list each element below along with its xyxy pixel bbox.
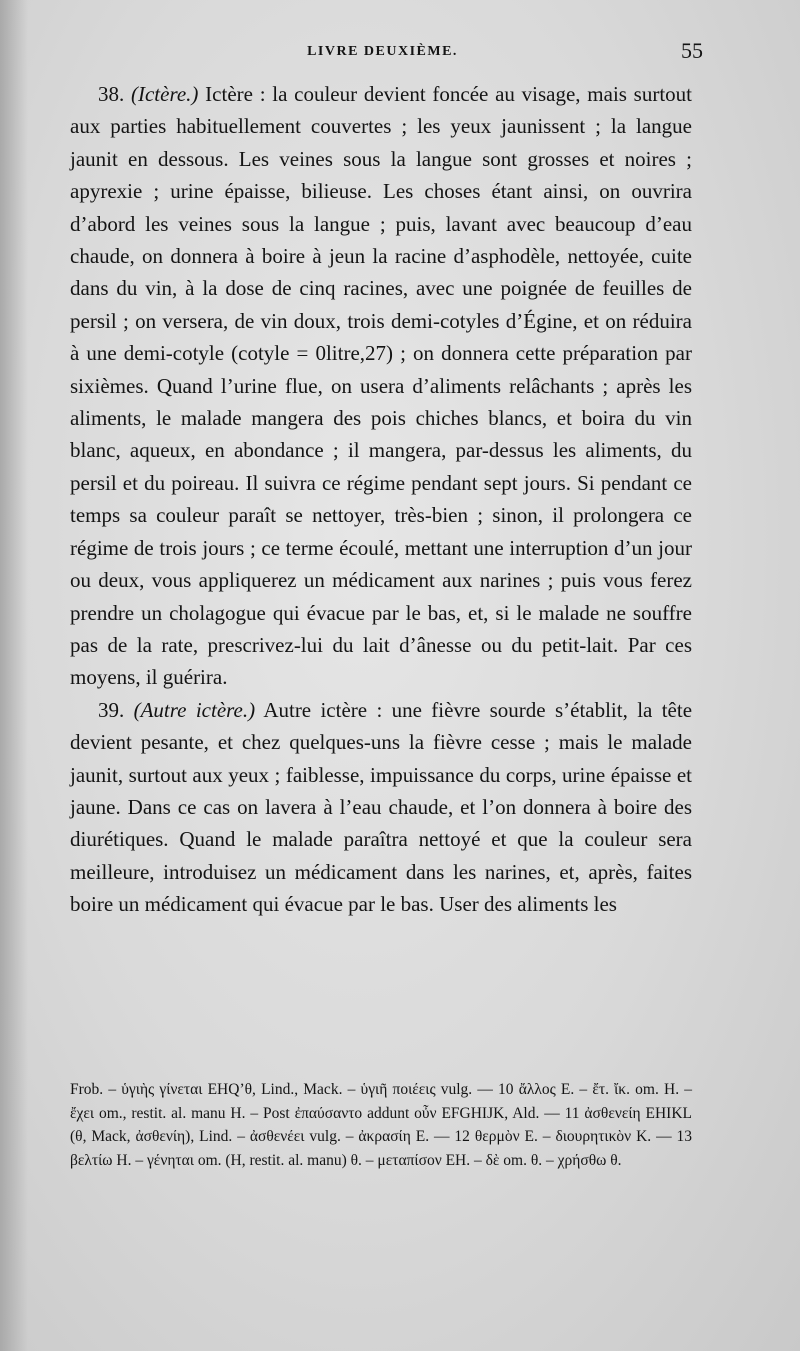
paragraph-38 <box>70 78 692 694</box>
page-header <box>70 38 703 72</box>
main-text <box>70 78 692 921</box>
paragraph-number: 38. <box>98 82 125 106</box>
paragraph-body: Ictère : la couleur devient foncée au visage, mais surtout aux parties habituellement couvertes ; les yeux jaunissent ; la langue jaunit en dessous. Les veines sous la langue sont grosses et noires ; apyrexie ; urine épaisse, bilieuse. Les choses étant ainsi, on ouvrira d’abord les veines sous la langue ; puis, lavant avec beaucoup d’eau chaude, on donnera à boire à jeun la racine d’asphodèle, nettoyée, cuite dans du vin, à la dose de cinq racines, avec une poignée de feuilles de persil ; on versera, de vin doux, trois demi-cotyles d’Égine, et on réduira à une demi-cotyle (cotyle = 0litre,27) ; on donnera cette préparation par sixièmes. Quand l’urine flue, on usera d’aliments relâchants ; après les aliments, le malade mangera des pois chiches blancs, et boira du vin blanc, aqueux, en abondance ; il mangera, par-dessus les aliments, du persil et du poireau. Il suivra ce régime pendant sept jours. Si pendant ce temps sa couleur paraît se nettoyer, très-bien ; sinon, il prolongera ce régime de trois jours ; ce terme écoulé, mettant une interruption d’un jour ou deux, vous appliquerez un médicament aux narines ; puis vous ferez prendre un cholagogue qui évacue par le bas, et, si le malade ne souffre pas de la rate, prescrivez-lui du lait d’ânesse ou du petit-lait. Par ces moyens, il guérira. <box>70 82 693 690</box>
footnotes <box>70 1078 692 1173</box>
page-number: 55 <box>681 38 703 63</box>
footnote-text: Frob. – ὑγιὴς γίνεται EHQ’θ, Lind., Mack. – ὑγιῆ ποιέεις vulg. — 10 ἄλλος E. – ἔτ. ἴκ. om. H. – ἔχει om., restit. al. manu H. – Post ἐπαύσαντο addunt οὖν EFGHIJK, Ald. — 11 ἀσθενείη EHIKL (θ, Mack, ἀσθενίη), Lind. – ἀσθενέει vulg. – ἀκρασίη E. — 12 θερμὸν E. – διουρητικὸν K. — 13 βελτίω H. – γένηται om. (H, restit. al. manu) θ. – μεταπίσον EH. – δὲ om. θ. – χρήσθω θ. <box>70 1081 692 1170</box>
gutter-shadow <box>0 0 28 1351</box>
paragraph-39 <box>70 694 692 921</box>
running-head: LIVRE DEUXIÈME. <box>307 44 458 59</box>
paragraph-title: (Autre ictère.) <box>133 697 256 722</box>
paragraph-number: 39. <box>98 697 125 722</box>
paragraph-title: (Ictère.) <box>131 82 199 106</box>
paragraph-body: Autre ictère : une fièvre sourde s’établit, la tête devient pesante, et chez quelques-uns la fièvre cesse ; mais le malade jaunit, surtout aux yeux ; faiblesse, impuissance du corps, urine épaisse et jaune. Dans ce cas on lavera à l’eau chaude, et l’on donnera à boire des diurétiques. Quand le malade paraîtra nettoyé et que la couleur sera meilleure, introduisez un médicament dans les narines, et, après, faites boire un médicament qui évacue par le bas. User des aliments les <box>70 697 693 917</box>
